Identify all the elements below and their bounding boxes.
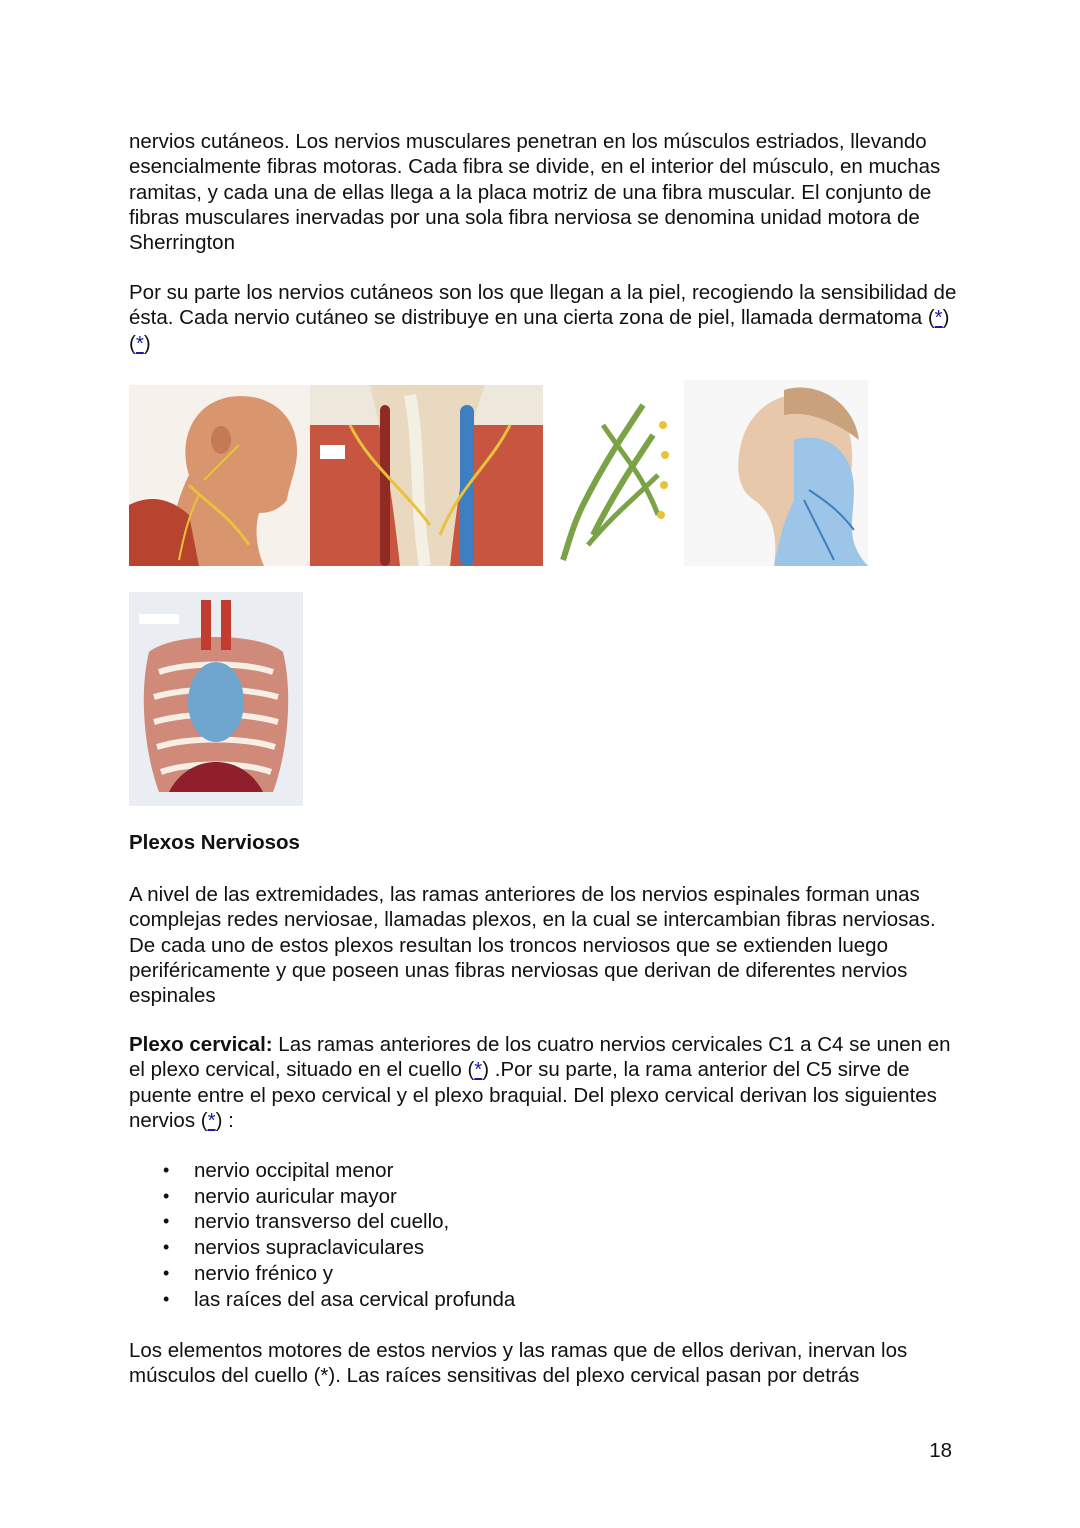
thorax-image <box>129 592 303 806</box>
section-heading: Plexos Nerviosos <box>129 831 300 854</box>
head-nerves-image <box>129 385 310 566</box>
nerve-list <box>129 1158 515 1312</box>
list-item: • nervio frénico y <box>129 1261 515 1287</box>
paragraph-text: .Por su parte, la rama anterior del C5 sirve de puente entre el pexo cervical y el plexo braquial. Del plexo cervical derivan los siguientes nervios <box>129 1058 937 1132</box>
page-number: 18 <box>929 1439 952 1462</box>
ref-link[interactable]: * <box>474 1058 483 1082</box>
paragraph-text: Por su parte los nervios cutáneos son los que llegan a la piel, recogiendo la sensibilidad de ésta. Cada nervio cutáneo se distribuye en una cierta zona de piel, llamada dermatoma <box>129 281 957 330</box>
dermatome-head-image <box>684 380 868 566</box>
list-item: • nervio auricular mayor <box>129 1184 515 1210</box>
list-item: • nervio transverso del cuello, <box>129 1209 515 1235</box>
paragraph-text: : <box>222 1108 234 1132</box>
paragraph-muscle-nerves: nervios cutáneos. Los nervios musculares penetran en los músculos estriados, llevando esencialmente fibras motoras. Cada fibra se divide, en el interior del músculo, en muchas ramitas, y cada una de ellas llega a la placa motriz de una fibra muscular. El conjunto de fibras musculares inervadas por una sola fibra nerviosa se denomina unidad motora de Sherrington <box>129 130 941 255</box>
paragraph-text: Las ramas anteriores de los cuatro nervios cervicales C1 a C4 se unen en el plexo cervical, situado en el cuello <box>129 1033 951 1082</box>
ref-link[interactable]: * <box>934 306 943 330</box>
ref-link[interactable]: * <box>207 1108 216 1132</box>
paragraph-cervical-plexus: Plexo cervical: Las ramas anteriores de los cuatro nervios cervicales C1 a C4 se unen en el plexo cervical, situado en el cuello (*) .Por su parte, la rama anterior del C5 sirve de puente entre el pexo cervical y el plexo braquial. Del plexo cervical derivan los siguientes nervios (*) : <box>129 1033 951 1132</box>
list-item: • nervios supraclaviculares <box>129 1235 515 1261</box>
ref-link[interactable]: * <box>135 331 144 355</box>
paragraph-cutaneous-nerves: Por su parte los nervios cutáneos son los que llegan a la piel, recogiendo la sensibilidad de ésta. Cada nervio cutáneo se distribuye en una cierta zona de piel, llamada dermatoma (*) (*) <box>129 281 957 355</box>
cervical-plexus-diagram-image <box>543 385 684 566</box>
term-label: Plexo cervical: <box>129 1033 273 1056</box>
paragraph-motor-elements: Los elementos motores de estos nervios y las ramas que de ellos derivan, inervan los músculos del cuello (*). Las raíces sensitivas del plexo cervical pasan por detrás <box>129 1339 908 1388</box>
list-item: • nervio occipital menor <box>129 1158 515 1184</box>
list-item: • las raíces del asa cervical profunda <box>129 1287 515 1313</box>
paragraph-plexuses: A nivel de las extremidades, las ramas anteriores de los nervios espinales forman unas complejas redes nerviosae, llamadas plexos, en la cual se intercambian fibras nerviosas. De cada uno de estos plexos resultan los troncos nerviosos que se extienden luego periféricamente y que poseen unas fibras nerviosas que derivan de diferentes nervios espinales <box>129 883 936 1008</box>
neck-anatomy-image <box>310 385 543 566</box>
